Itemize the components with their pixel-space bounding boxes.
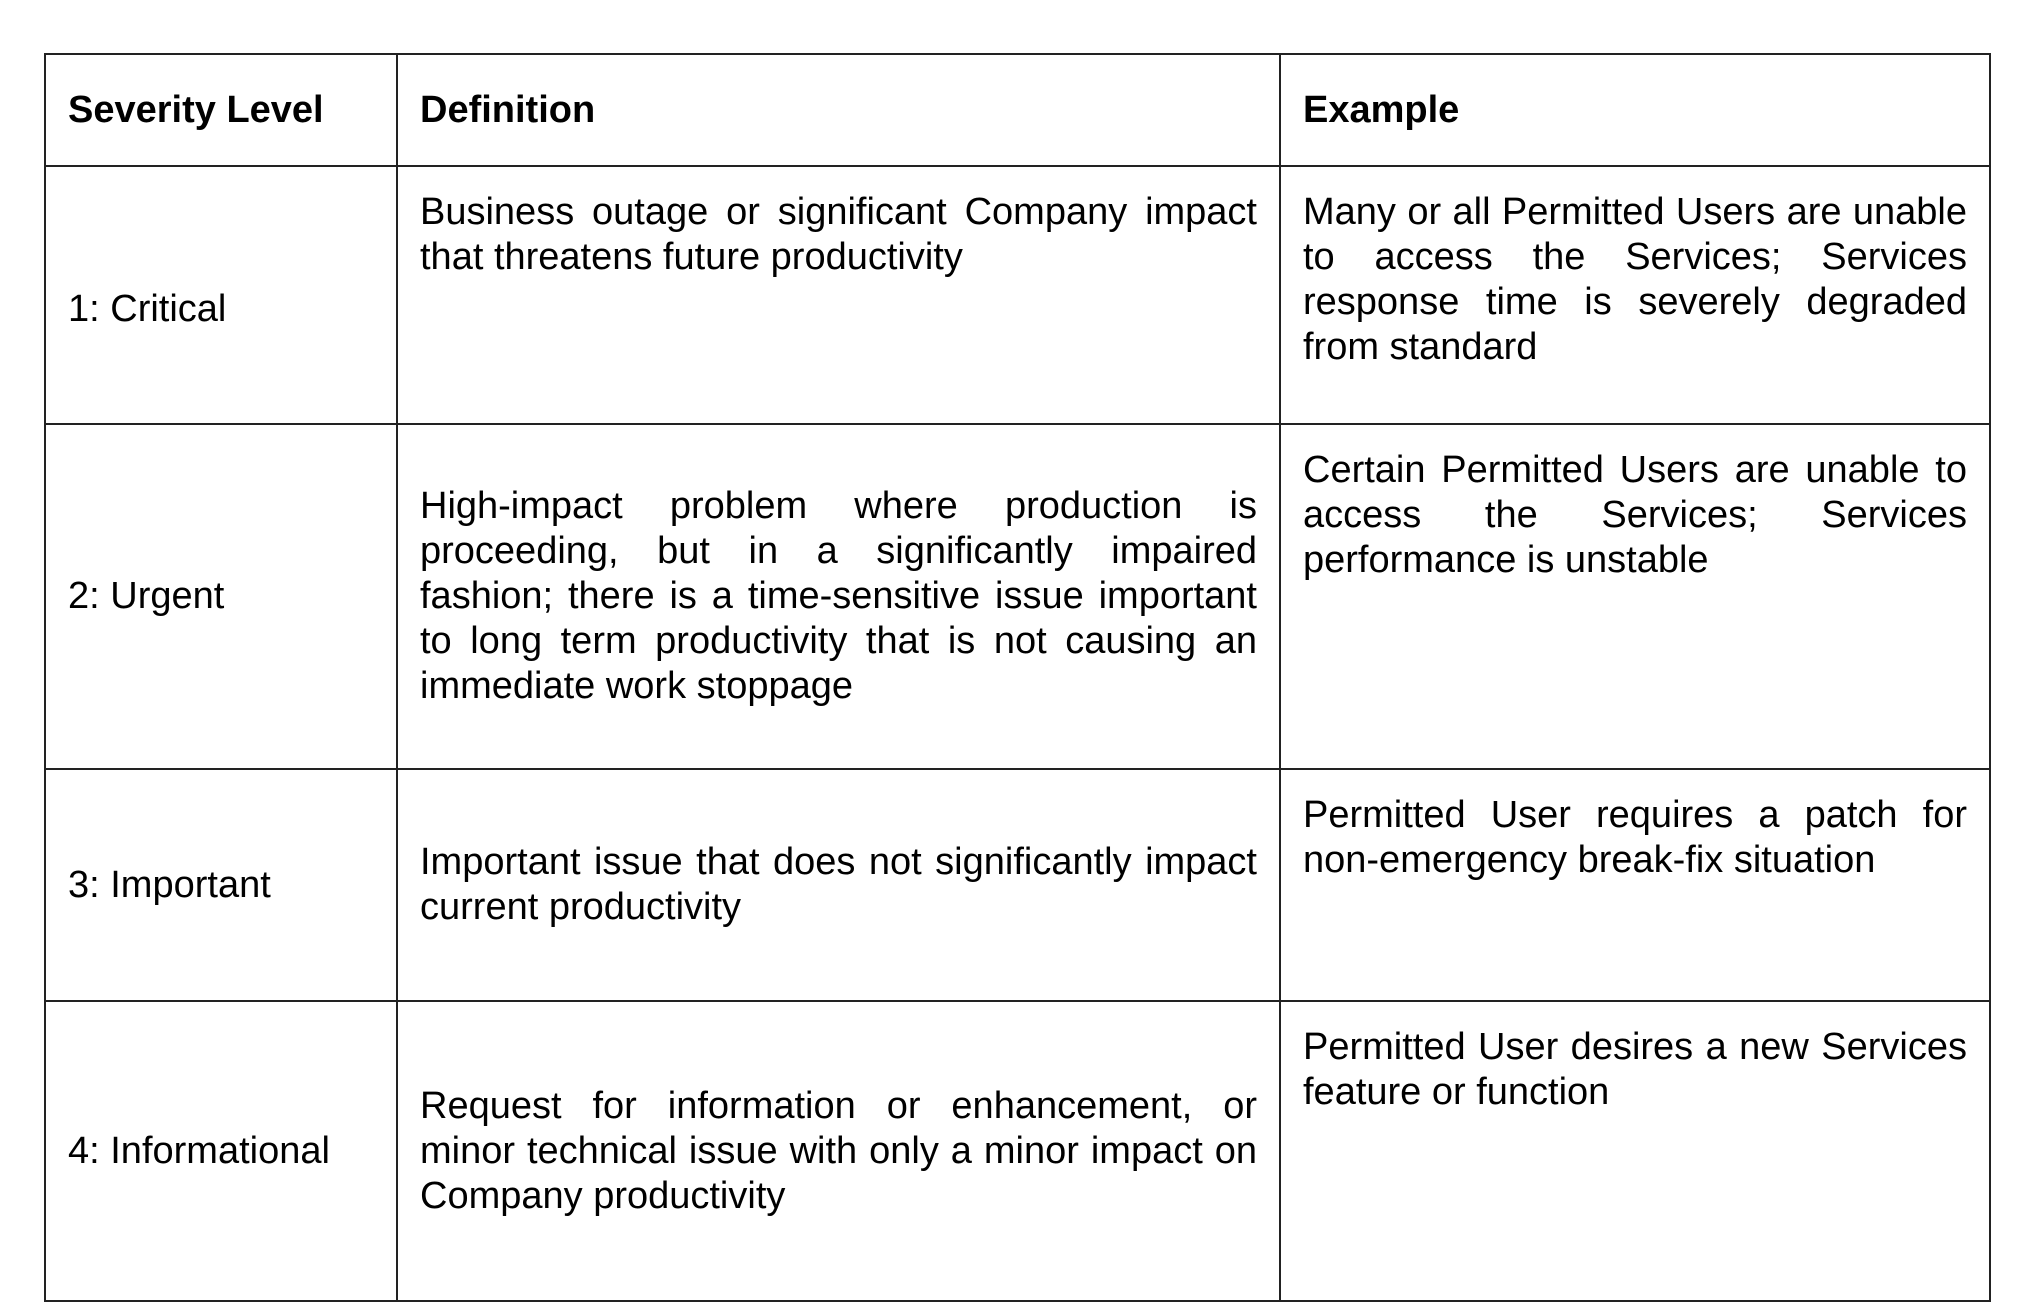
severity-table bbox=[44, 53, 1991, 1302]
severity-level-cell: 4: Informational bbox=[45, 1001, 397, 1301]
severity-level-cell: 2: Urgent bbox=[45, 424, 397, 769]
table-row bbox=[45, 1001, 1990, 1301]
example-cell: Permitted User requires a patch for non-emergency break-fix situation bbox=[1280, 769, 1990, 1001]
table-row bbox=[45, 769, 1990, 1001]
table-row bbox=[45, 166, 1990, 424]
example-cell: Certain Permitted Users are unable to access the Services; Services performance is unstable bbox=[1280, 424, 1990, 769]
header-example: Example bbox=[1280, 54, 1990, 166]
example-cell: Many or all Permitted Users are unable to access the Services; Services response time is severely degraded from standard bbox=[1280, 166, 1990, 424]
header-severity-level: Severity Level bbox=[45, 54, 397, 166]
definition-cell: High-impact problem where production is proceeding, but in a significantly impaired fashion; there is a time-sensitive issue important to long term productivity that is not causing an immediate work stoppage bbox=[397, 424, 1280, 769]
definition-cell: Business outage or significant Company impact that threatens future productivity bbox=[397, 166, 1280, 424]
table-row bbox=[45, 424, 1990, 769]
severity-level-cell: 1: Critical bbox=[45, 166, 397, 424]
example-cell: Permitted User desires a new Services feature or function bbox=[1280, 1001, 1990, 1301]
header-definition: Definition bbox=[397, 54, 1280, 166]
severity-level-cell: 3: Important bbox=[45, 769, 397, 1001]
definition-cell: Request for information or enhancement, or minor technical issue with only a minor impact on Company productivity bbox=[397, 1001, 1280, 1301]
table-header-row bbox=[45, 54, 1990, 166]
definition-cell: Important issue that does not significantly impact current productivity bbox=[397, 769, 1280, 1001]
